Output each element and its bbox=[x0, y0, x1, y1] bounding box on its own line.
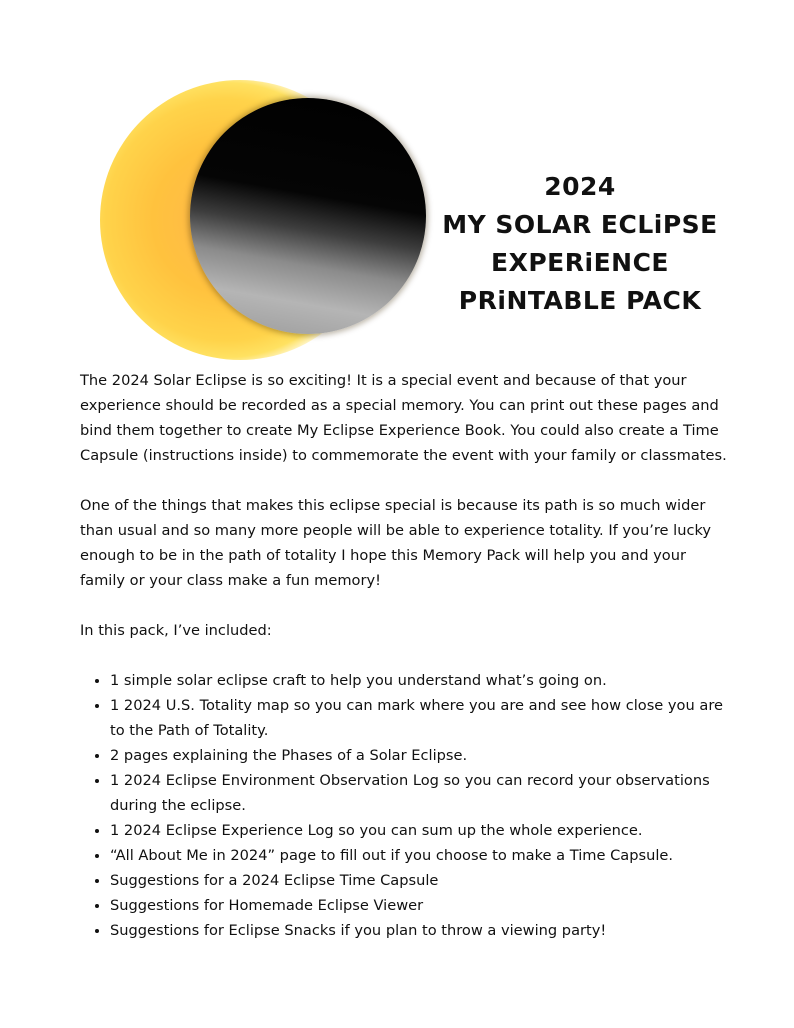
title-line-year: 2024 bbox=[544, 172, 616, 201]
body-content bbox=[80, 368, 730, 943]
list-item: • “All About Me in 2024” page to fill out if you choose to make a Time Capsule. bbox=[110, 843, 730, 868]
included-heading: In this pack, I’ve included: bbox=[80, 622, 272, 639]
list-item: • Suggestions for a 2024 Eclipse Time Capsule bbox=[110, 868, 730, 893]
page-title bbox=[440, 168, 720, 320]
list-item: • 2 pages explaining the Phases of a Solar Eclipse. bbox=[110, 743, 730, 768]
intro-paragraph: The 2024 Solar Eclipse is so exciting! It is a special event and because of that your experience should be recorded as a special memory. You can print out these pages and bind them together to create My Eclipse Experience Book. You could also create a Time Capsule (instructions inside) to commemorate the event with your family or classmates. bbox=[80, 372, 727, 464]
list-item: • Suggestions for Eclipse Snacks if you plan to throw a viewing party! bbox=[110, 918, 730, 943]
included-list bbox=[80, 668, 730, 943]
title-line-2: EXPERiENCE bbox=[491, 248, 669, 277]
list-item: • 1 2024 Eclipse Experience Log so you can sum up the whole experience. bbox=[110, 818, 730, 843]
path-paragraph: One of the things that makes this eclipse special is because its path is so much wider than usual and so many more people will be able to experience totality. If you’re lucky enough to be in the path of totality I hope this Memory Pack will help you and your family or your class make a fun memory! bbox=[80, 497, 712, 589]
list-item: • 1 2024 U.S. Totality map so you can mark where you are and see how close you are to the Path of Totality. bbox=[110, 693, 730, 743]
title-line-1: MY SOLAR ECLiPSE bbox=[442, 210, 718, 239]
list-item: • 1 2024 Eclipse Environment Observation Log so you can record your observations during the eclipse. bbox=[110, 768, 730, 818]
moon-disc bbox=[190, 98, 426, 334]
title-line-3: PRiNTABLE PACK bbox=[458, 286, 702, 315]
list-item: • Suggestions for Homemade Eclipse Viewer bbox=[110, 893, 730, 918]
eclipse-illustration bbox=[80, 70, 440, 370]
list-item: • 1 simple solar eclipse craft to help you understand what’s going on. bbox=[110, 668, 730, 693]
